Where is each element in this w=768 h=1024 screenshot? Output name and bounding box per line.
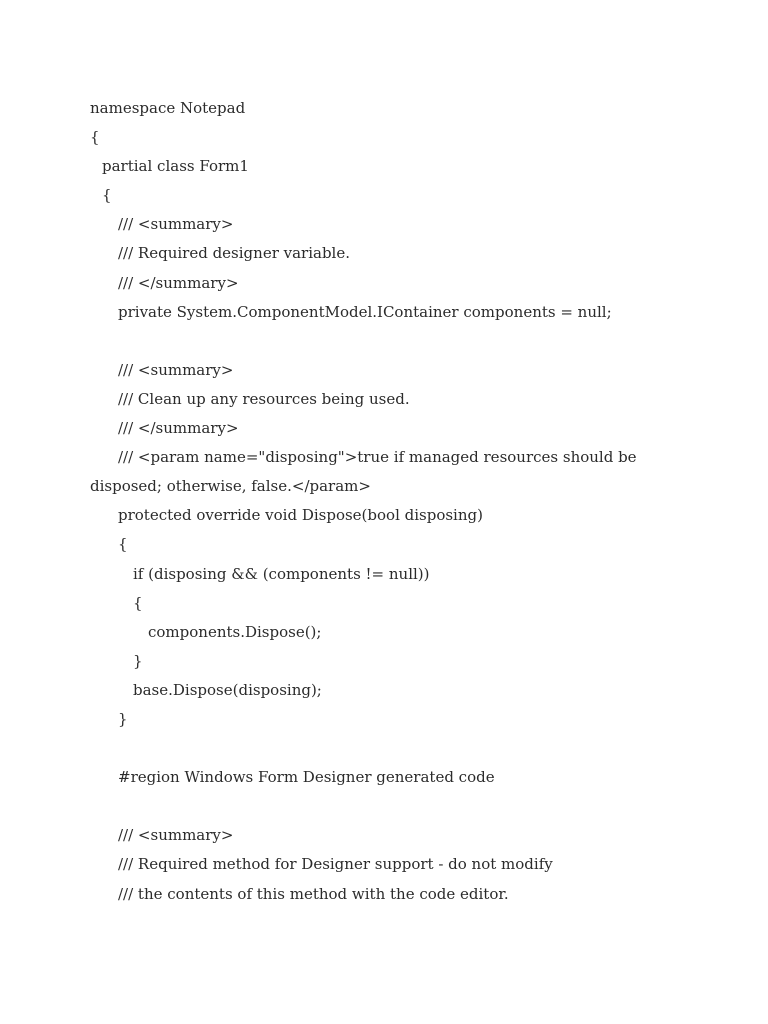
code-line: /// <param name="disposing">true if managed resources should be: [118, 448, 637, 467]
code-line: /// Required designer variable.: [118, 244, 351, 263]
code-line: /// </summary>: [118, 273, 239, 292]
code-line: }: [118, 709, 128, 728]
code-line: {: [133, 593, 143, 612]
code-line: if (disposing && (components != null)): [133, 564, 430, 583]
blank-line: [90, 734, 720, 763]
code-line: namespace Notepad: [90, 99, 246, 117]
code-line: private System.ComponentModel.IContainer components = null;: [118, 302, 612, 321]
code-line: base.Dispose(disposing);: [133, 680, 322, 699]
code-line: /// </summary>: [118, 419, 239, 438]
code-line: /// <summary>: [118, 826, 234, 845]
code-line: /// Clean up any resources being used.: [118, 389, 410, 408]
code-line: /// <summary>: [118, 215, 234, 234]
code-line: protected override void Dispose(bool disposing): [118, 506, 483, 525]
code-line: {: [90, 128, 100, 147]
code-line: }: [133, 651, 143, 670]
code-line: components.Dispose();: [148, 622, 322, 641]
code-line: partial class Form1: [102, 157, 249, 176]
code-line: {: [102, 186, 112, 205]
code-line: /// the contents of this method with the code editor.: [118, 884, 509, 903]
code-listing: [90, 94, 720, 909]
code-line: /// <summary>: [118, 360, 234, 379]
code-line: {: [118, 535, 128, 554]
code-line: disposed; otherwise, false.</param>: [90, 477, 371, 496]
blank-line: [90, 327, 720, 356]
blank-line: [90, 792, 720, 821]
code-line: /// Required method for Designer support - do not modify: [118, 855, 553, 874]
code-line: #region Windows Form Designer generated code: [118, 768, 495, 787]
